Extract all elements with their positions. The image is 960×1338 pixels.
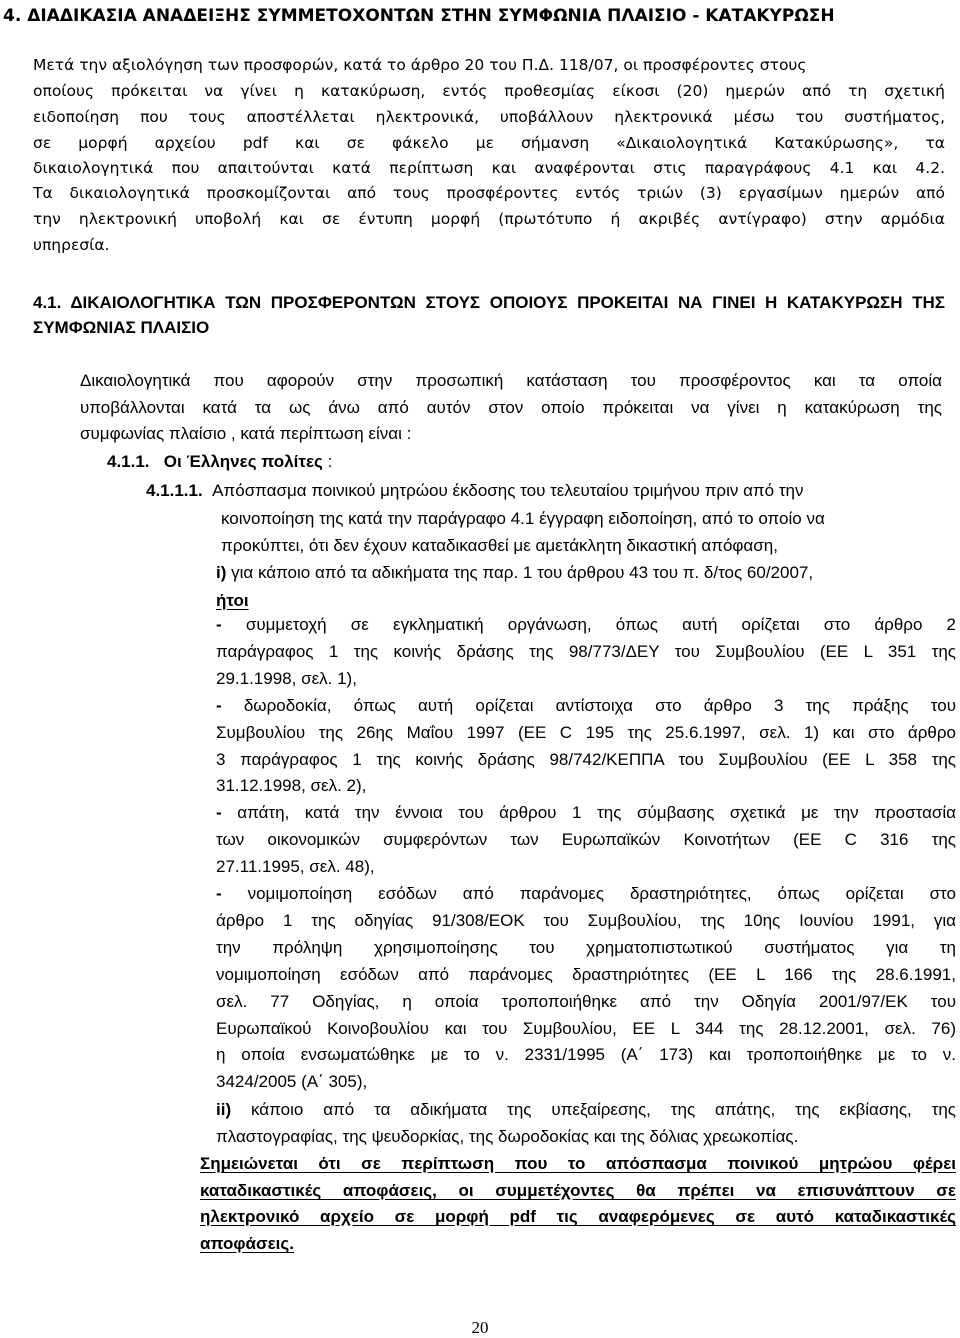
item-first-line: Απόσπασμα ποινικού μητρώου έκδοσης του τελευταίου τριμήνου πριν από την [212,481,804,500]
item-line: κοινοποίηση της κατά την παράγραφο 4.1 έγγραφη ειδοποίηση, από το οποίο να [221,509,825,528]
section-4-1-heading: 4.1. ΔΙΚΑΙΟΛΟΓΗΤΙΚΑ ΤΩΝ ΠΡΟΣΦΕΡΟΝΤΩΝ ΣΤΟΥΣ ΟΠΟΙΟΥΣ ΠΡΟΚΕΙΤΑΙ ΝΑ ΓΙΝΕΙ Η ΚΑΤΑΚΥΡΩΣΗ ΤΗΣ [33,293,945,312]
subsection-4-1-1 [107,453,332,470]
offence-text: παράγραφος 1 της κοινής δράσης της 98/773/ΔΕΥ του Συμβουλίου (ΕΕ L 351 της [216,642,956,661]
offence-text: 3424/2005 (Α΄ 305), [216,1072,368,1091]
offence-text: σελ. 77 Οδηγίας, η οποία τροποποιήθηκε από την Οδηγία 2001/97/ΕΚ του [216,992,956,1011]
clause-ii [216,1101,956,1118]
offence-text: 27.11.1995, σελ. 48), [216,857,375,876]
paragraph-line: σε μορφή αρχείου pdf και σε φάκελο με σήμανση «Δικαιολογητικά Κατακύρωσης», τα [33,134,945,152]
dash-marker: - [216,696,222,715]
note-line: ηλεκτρονικό αρχείο σε μορφή pdf τις αναφερόμενες σε αυτό καταδικαστικές [200,1207,956,1226]
offence-text: απάτη, κατά την έννοια του άρθρου 1 της σύμβασης σχετικά με την προστασία [237,803,956,822]
offence-item-cont [216,724,956,741]
section-4-1-heading-cont: ΣΥΜΦΩΝΙΑΣ ΠΛΑΙΣΙΟ [33,318,210,337]
offence-text: νομιμοποίηση εσόδων από παράνομες δραστηριότητες (ΕΕ L 166 της 28.6.1991, [216,965,956,984]
offence-item-cont [216,777,366,794]
item-line: προκύπτει, ότι δεν έχουν καταδικασθεί με αμετάκλητη δικαστική απόφαση, [221,536,778,555]
intro-line: υποβάλλονται κατά τα ως άνω από αυτόν στον οποίο πρόκειται να γίνει η κατακύρωση της [80,398,942,417]
paragraph-line: ειδοποίηση που τους αποστέλλεται ηλεκτρονικά, υποβάλλουν ηλεκτρονικά μέσω του συστήματος, [33,108,945,126]
dash-marker: - [216,803,222,822]
clause-i-text: για κάποιο από τα αδικήματα της παρ. 1 του άρθρου 43 του π. δ/τος 60/2007, [226,563,814,582]
offence-text: δωροδοκία, όπως αυτή ορίζεται αντίστοιχα στο άρθρο 3 της πράξης του [243,696,956,715]
intro-line: συμφωνίας πλαίσιο , κατά περίπτωση είναι : [80,424,412,443]
intro-line: Δικαιολογητικά που αφορούν στην προσωπική κατάσταση του προσφέροντος και τα οποία [80,371,942,390]
subsection-number: 4.1.1. [107,452,150,471]
offence-item-cont [216,993,956,1010]
offence-text: Συμβουλίου της 26ης Μαΐου 1997 (ΕΕ C 195 της 25.6.1997, σελ. 1) και στο άρθρο [216,723,956,742]
offence-item [216,885,956,902]
clause-ii-marker: ii) [216,1100,232,1119]
paragraph-line: Μετά την αξιολόγηση των προσφορών, κατά το άρθρο 20 του Π.Δ. 118/07, οι προσφέροντες στους [33,56,807,74]
offence-item [216,697,956,714]
subsection-colon: : [322,452,333,471]
section-4-heading: 4. ΔΙΑΔΙΚΑΣΙΑ ΑΝΑΔΕΙΞΗΣ ΣΥΜΜΕΤΟΧΟΝΤΩΝ ΣΤΗΝ ΣΥΜΦΩΝΙΑ ΠΛΑΙΣΙΟ - ΚΑΤΑΚΥΡΩΣΗ [3,6,835,26]
offence-text: 31.12.1998, σελ. 2), [216,776,367,795]
offence-item-cont [216,1073,367,1090]
clause-i [216,564,813,581]
offence-text: συμμετοχή σε εγκληματική οργάνωση, όπως αυτή ορίζεται στο άρθρο 2 [245,615,956,634]
item-number: 4.1.1.1. [146,481,203,500]
paragraph-line: δικαιολογητικά που απαιτούνται κατά περίπτωση και αναφέρονται στις παραγράφους 4.1 και 4.2. [33,159,945,177]
offence-item-cont [216,831,956,848]
paragraph-line: την ηλεκτρονική υποβολή και σε έντυπη μορφή (πρωτότυπο ή ακριβές αντίγραφο) στην αρμόδια [33,210,945,228]
subsection-title: Οι Έλληνες πολίτες [163,452,323,471]
offence-item-cont [216,966,956,983]
offence-item-cont [216,751,956,768]
offence-item [216,616,956,633]
offence-item-cont [216,858,375,875]
item-4-1-1-1 [146,482,804,499]
offence-text: 29.1.1998, σελ. 1), [216,669,357,688]
page-number: 20 [471,1318,489,1337]
offence-text: άρθρο 1 της οδηγίας 91/308/ΕΟΚ του Συμβουλίου, της 10ης Ιουνίου 1991, για [216,911,956,930]
offence-item-cont [216,1046,956,1063]
offence-text: Ευρωπαϊκού Κοινοβουλίου και του Συμβουλίου, ΕΕ L 344 της 28.12.2001, σελ. 76) [216,1019,956,1038]
note-line: αποφάσεις. [200,1234,294,1253]
offence-item-cont [216,1020,956,1037]
offence-text: 3 παράγραφος 1 της κοινής δράσης 98/742/ΚΕΠΠΑ του Συμβουλίου (ΕΕ L 358 της [216,750,956,769]
paragraph-line: υπηρεσία. [33,236,110,254]
offence-item-cont [216,912,956,929]
offence-item-cont [216,670,357,687]
dash-marker: - [216,615,222,634]
paragraph-line: Τα δικαιολογητικά προσκομίζονται από τους προσφέροντες εντός τριών (3) εργασίμων ημερών από [33,184,945,202]
offence-text: νομιμοποίηση εσόδων από παράνομες δραστηριότητες, όπως ορίζεται στο [247,884,956,903]
offence-text: η οποία ενσωματώθηκε με το ν. 2331/1995 (Α΄ 173) και τροποποιήθηκε με το ν. [216,1045,956,1064]
clause-i-marker: i) [216,563,227,582]
offence-text: την πρόληψη χρησιμοποίησης του χρηματοπιστωτικού συστήματος για τη [216,938,956,957]
itoi-label: ήτοι [216,591,249,610]
offence-item-cont [216,939,956,956]
clause-ii-text: κάποιο από τα αδικήματα της υπεξαίρεσης, της απάτης, της εκβίασης, της [231,1100,956,1119]
dash-marker: - [216,884,222,903]
note-line: Σημειώνεται ότι σε περίπτωση που το απόσπασμα ποινικού μητρώου φέρει [200,1154,956,1173]
offence-item-cont [216,643,956,660]
clause-ii-cont: πλαστογραφίας, της ψευδορκίας, της δωροδοκίας και της δόλιας χρεωκοπίας. [216,1127,799,1146]
offence-text: των οικονομικών συμφερόντων των Ευρωπαϊκών Κοινοτήτων (ΕΕ C 316 της [216,830,956,849]
paragraph-line: οποίους πρόκειται να γίνει η κατακύρωση, εντός προθεσμίας είκοσι (20) ημερών από τη σχετική [33,82,945,100]
offence-item [216,804,956,821]
note-line: καταδικαστικές αποφάσεις, οι συμμετέχοντες θα πρέπει να επισυνάπτουν σε [200,1181,956,1200]
